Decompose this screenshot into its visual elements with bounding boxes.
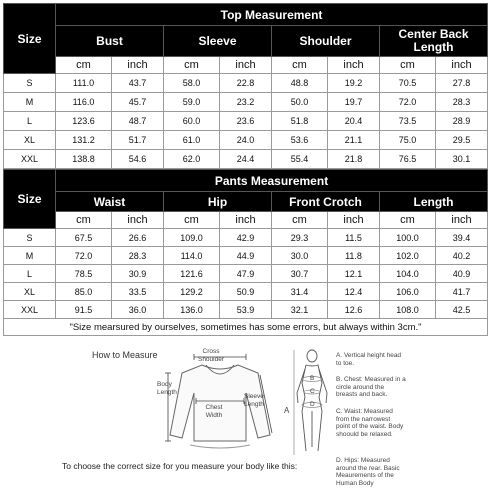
size-cell: XL — [4, 131, 56, 150]
hip-header: Hip — [164, 192, 272, 212]
value-cell: 44.9 — [220, 247, 272, 265]
center-back-length-header: Center Back Length — [380, 26, 488, 57]
value-cell: 70.5 — [380, 74, 436, 93]
value-cell: 85.0 — [56, 283, 112, 301]
length-header: Length — [380, 192, 488, 212]
note-c: C. Waist: Measured from the narrowest point of the waist. Body shoould be relaxed. — [336, 408, 404, 438]
top-unit-header: cm — [380, 57, 436, 74]
value-cell: 58.0 — [164, 74, 220, 93]
pants-unit-header: inch — [436, 212, 488, 229]
letter-a: A — [284, 406, 290, 415]
top-unit-header: cm — [164, 57, 220, 74]
value-cell: 45.7 — [112, 93, 164, 112]
value-cell: 108.0 — [380, 301, 436, 319]
front-crotch-header: Front Crotch — [272, 192, 380, 212]
value-cell: 40.9 — [436, 265, 488, 283]
value-cell: 22.8 — [220, 74, 272, 93]
value-cell: 114.0 — [164, 247, 220, 265]
pants-table-row — [4, 301, 488, 319]
value-cell: 76.5 — [380, 150, 436, 169]
top-unit-header: cm — [272, 57, 328, 74]
value-cell: 55.4 — [272, 150, 328, 169]
shoulder-header: Shoulder — [272, 26, 380, 57]
top-unit-header: cm — [56, 57, 112, 74]
value-cell: 51.7 — [112, 131, 164, 150]
size-cell: S — [4, 74, 56, 93]
value-cell: 51.8 — [272, 112, 328, 131]
value-cell: 42.9 — [220, 229, 272, 247]
value-cell: 41.7 — [436, 283, 488, 301]
value-cell: 28.9 — [436, 112, 488, 131]
pants-unit-header: cm — [56, 212, 112, 229]
measure-instruction: To choose the correct size for you measure your body like this: — [62, 461, 298, 471]
top-table-row — [4, 131, 488, 150]
sleeve-length-label: Sleeve Length — [244, 393, 264, 408]
value-cell: 39.4 — [436, 229, 488, 247]
value-cell: 40.2 — [436, 247, 488, 265]
value-cell: 27.8 — [436, 74, 488, 93]
value-cell: 23.2 — [220, 93, 272, 112]
value-cell: 23.6 — [220, 112, 272, 131]
pants-measurement-table — [3, 169, 488, 336]
value-cell: 116.0 — [56, 93, 112, 112]
note-b: B. Chest: Measured in a circle around the breasts and back. — [336, 376, 406, 398]
top-table-row — [4, 74, 488, 93]
cross-shoulder-label: Cross Shoulder — [197, 348, 225, 363]
note-a: A. Vertical height head to toe. — [336, 352, 402, 367]
value-cell: 20.4 — [328, 112, 380, 131]
value-cell: 111.0 — [56, 74, 112, 93]
value-cell: 138.8 — [56, 150, 112, 169]
top-unit-header: inch — [436, 57, 488, 74]
value-cell: 47.9 — [220, 265, 272, 283]
sleeve-header: Sleeve — [164, 26, 272, 57]
value-cell: 21.1 — [328, 131, 380, 150]
bust-header: Bust — [56, 26, 164, 57]
size-cell: XL — [4, 283, 56, 301]
top-size-header: Size — [4, 4, 56, 74]
value-cell: 62.0 — [164, 150, 220, 169]
pants-unit-header: inch — [112, 212, 164, 229]
value-cell: 21.8 — [328, 150, 380, 169]
pants-measurement-title: Pants Measurement — [56, 170, 488, 192]
value-cell: 131.2 — [56, 131, 112, 150]
value-cell: 30.1 — [436, 150, 488, 169]
value-cell: 24.0 — [220, 131, 272, 150]
note-d: D. Hips: Measured around the rear. Basic Meaurements of the Human Body — [336, 457, 400, 487]
value-cell: 136.0 — [164, 301, 220, 319]
top-unit-header: inch — [112, 57, 164, 74]
top-table-row — [4, 150, 488, 169]
size-cell: XXL — [4, 150, 56, 169]
size-cell: L — [4, 112, 56, 131]
top-measurement-title: Top Measurement — [56, 4, 488, 26]
pants-unit-header: inch — [220, 212, 272, 229]
letter-b: B — [310, 375, 315, 382]
top-unit-header: inch — [220, 57, 272, 74]
how-to-measure-section — [0, 343, 490, 500]
pants-table-row — [4, 247, 488, 265]
value-cell: 59.0 — [164, 93, 220, 112]
letter-c: C — [310, 388, 315, 395]
value-cell: 43.7 — [112, 74, 164, 93]
value-cell: 12.4 — [328, 283, 380, 301]
value-cell: 28.3 — [112, 247, 164, 265]
value-cell: 26.6 — [112, 229, 164, 247]
value-cell: 60.0 — [164, 112, 220, 131]
body-length-label: Body Length — [157, 381, 177, 396]
value-cell: 67.5 — [56, 229, 112, 247]
size-cell: XXL — [4, 301, 56, 319]
measurement-note: "Size mearsured by ourselves, sometimes has some errors, but always within 3cm." — [4, 319, 488, 336]
top-measurement-table — [3, 3, 488, 169]
value-cell: 121.6 — [164, 265, 220, 283]
value-cell: 28.3 — [436, 93, 488, 112]
value-cell: 54.6 — [112, 150, 164, 169]
value-cell: 91.5 — [56, 301, 112, 319]
value-cell: 33.5 — [112, 283, 164, 301]
pants-unit-header: cm — [272, 212, 328, 229]
value-cell: 29.3 — [272, 229, 328, 247]
value-cell: 12.6 — [328, 301, 380, 319]
pants-size-header: Size — [4, 170, 56, 229]
value-cell: 78.5 — [56, 265, 112, 283]
value-cell: 53.9 — [220, 301, 272, 319]
pants-table-row — [4, 283, 488, 301]
chest-width-label: Chest Width — [205, 404, 223, 419]
value-cell: 48.7 — [112, 112, 164, 131]
value-cell: 31.4 — [272, 283, 328, 301]
how-to-measure-title: How to Measure — [92, 350, 158, 360]
pants-table-row — [4, 265, 488, 283]
value-cell: 72.0 — [380, 93, 436, 112]
value-cell: 24.4 — [220, 150, 272, 169]
value-cell: 50.9 — [220, 283, 272, 301]
value-cell: 11.8 — [328, 247, 380, 265]
pants-unit-header: cm — [164, 212, 220, 229]
value-cell: 19.2 — [328, 74, 380, 93]
value-cell: 30.9 — [112, 265, 164, 283]
value-cell: 129.2 — [164, 283, 220, 301]
value-cell: 30.7 — [272, 265, 328, 283]
value-cell: 19.7 — [328, 93, 380, 112]
size-chart — [3, 3, 487, 336]
value-cell: 75.0 — [380, 131, 436, 150]
top-table-row — [4, 93, 488, 112]
value-cell: 104.0 — [380, 265, 436, 283]
size-cell: M — [4, 93, 56, 112]
top-table-row — [4, 112, 488, 131]
size-cell: L — [4, 265, 56, 283]
value-cell: 48.8 — [272, 74, 328, 93]
size-cell: M — [4, 247, 56, 265]
value-cell: 12.1 — [328, 265, 380, 283]
pants-table-row — [4, 229, 488, 247]
size-cell: S — [4, 229, 56, 247]
value-cell: 109.0 — [164, 229, 220, 247]
value-cell: 36.0 — [112, 301, 164, 319]
pants-unit-header: inch — [328, 212, 380, 229]
value-cell: 123.6 — [56, 112, 112, 131]
waist-header: Waist — [56, 192, 164, 212]
value-cell: 102.0 — [380, 247, 436, 265]
top-unit-header: inch — [328, 57, 380, 74]
value-cell: 106.0 — [380, 283, 436, 301]
value-cell: 73.5 — [380, 112, 436, 131]
value-cell: 100.0 — [380, 229, 436, 247]
pants-unit-header: cm — [380, 212, 436, 229]
value-cell: 30.0 — [272, 247, 328, 265]
value-cell: 42.5 — [436, 301, 488, 319]
value-cell: 32.1 — [272, 301, 328, 319]
value-cell: 11.5 — [328, 229, 380, 247]
value-cell: 29.5 — [436, 131, 488, 150]
value-cell: 72.0 — [56, 247, 112, 265]
value-cell: 61.0 — [164, 131, 220, 150]
value-cell: 50.0 — [272, 93, 328, 112]
letter-d: D — [310, 401, 315, 408]
value-cell: 53.6 — [272, 131, 328, 150]
